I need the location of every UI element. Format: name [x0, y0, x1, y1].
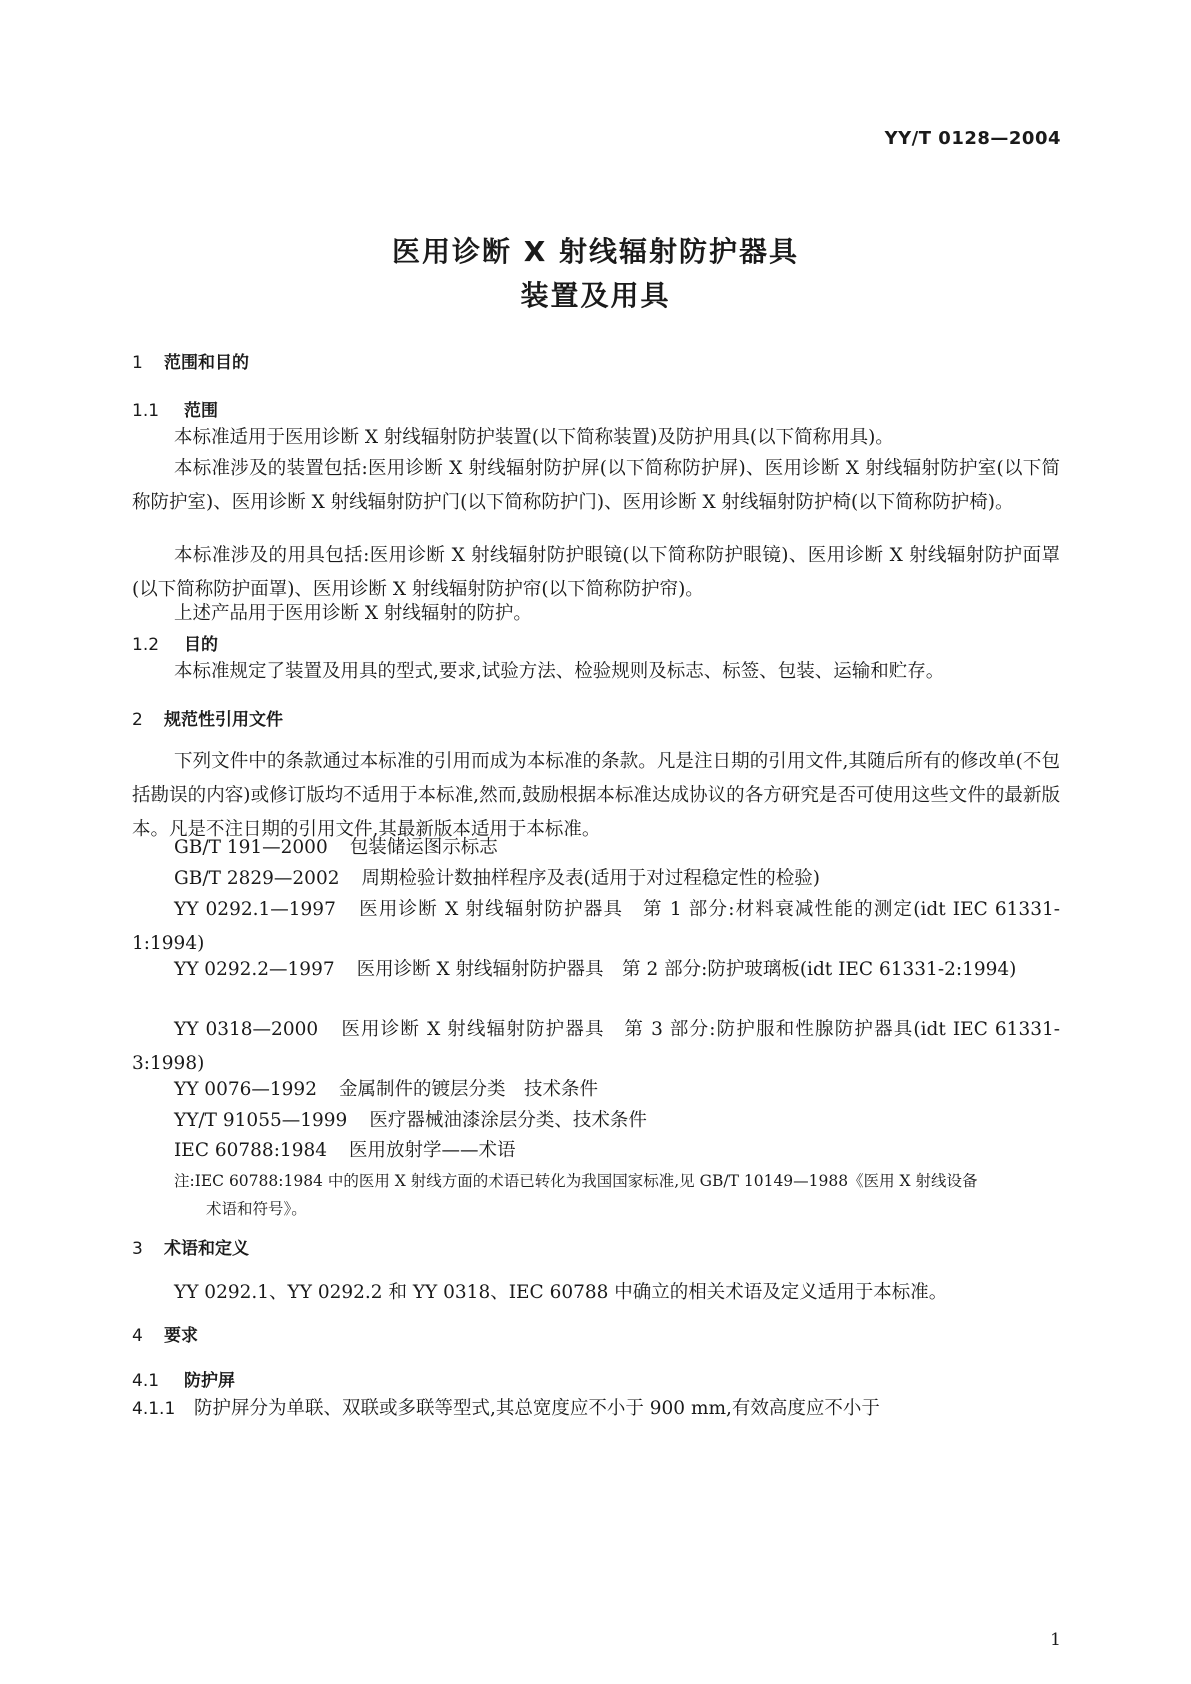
section-4-heading: 4 要求: [132, 1326, 198, 1346]
section-1-2-paragraph: 本标准规定了装置及用具的型式,要求,试验方法、检验规则及标志、标签、包装、运输和贮存。: [174, 661, 945, 682]
reference-item: YY 0076—1992 金属制件的镀层分类 技术条件: [174, 1079, 598, 1100]
section-1-1-paragraph-2: 本标准涉及的装置包括:医用诊断 X 射线辐射防护屏(以下简称防护屏)、医用诊断 X 射线辐射防护室(以下简称防护室)、医用诊断 X 射线辐射防护门(以下简称防护门)、医用诊断 X 射线辐射防护椅(以下简称防护椅)。: [132, 458, 1060, 513]
section-1-1-paragraph-3: 本标准涉及的用具包括:医用诊断 X 射线辐射防护眼镜(以下简称防护眼镜)、医用诊断 X 射线辐射防护面罩(以下简称防护面罩)、医用诊断 X 射线辐射防护帘(以下简称防护帘)。: [132, 545, 1060, 600]
reference-item: YY 0292.1—1997 医用诊断 X 射线辐射防护器具 第 1 部分:材料衰减性能的测定(idt IEC 61331-1:1994): [132, 899, 1060, 954]
reference-item: GB/T 191—2000 包装储运图示标志: [174, 837, 498, 858]
reference-item: YY/T 91055—1999 医疗器械油漆涂层分类、技术条件: [174, 1110, 647, 1131]
note-line-1: 注:IEC 60788:1984 中的医用 X 射线方面的术语已转化为我国国家标准,见 GB/T 10149—1988《医用 X 射线设备: [174, 1172, 978, 1190]
note-line-2: 术语和符号》。: [206, 1200, 307, 1218]
reference-item: YY 0292.2—1997 医用诊断 X 射线辐射防护器具 第 2 部分:防护玻璃板(idt IEC 61331-2:1994): [174, 959, 1017, 980]
section-1-1-heading: 1.1 范围: [132, 401, 218, 421]
note: [132, 1167, 1102, 1223]
section-1-1-paragraph-1: 本标准适用于医用诊断 X 射线辐射防护装置(以下简称装置)及防护用具(以下简称用具)。: [174, 427, 894, 448]
document-title-line1: 医用诊断 X 射线辐射防护器具: [391, 235, 800, 268]
reference-item: IEC 60788:1984 医用放射学——术语: [174, 1140, 516, 1161]
page-number: 1: [1050, 1630, 1061, 1650]
document-title-line2: 装置及用具: [520, 279, 671, 312]
standard-number: YY/T 0128—2004: [884, 128, 1061, 149]
section-1-heading: 1 范围和目的: [132, 353, 249, 373]
section-1-2-heading: 1.2 目的: [132, 635, 218, 655]
reference-item: GB/T 2829—2002 周期检验计数抽样程序及表(适用于对过程稳定性的检验): [174, 868, 820, 889]
section-3-paragraph: YY 0292.1、YY 0292.2 和 YY 0318、IEC 60788 中确立的相关术语及定义适用于本标准。: [174, 1282, 948, 1303]
section-3-heading: 3 术语和定义: [132, 1239, 249, 1259]
section-2-paragraph: 下列文件中的条款通过本标准的引用而成为本标准的条款。凡是注日期的引用文件,其随后所有的修改单(不包括勘误的内容)或修订版均不适用于本标准,然而,鼓励根据本标准达成协议的各方研究是否可使用这些文件的最新版本。凡是不注日期的引用文件,其最新版本适用于本标准。: [132, 751, 1060, 840]
reference-item: YY 0318—2000 医用诊断 X 射线辐射防护器具 第 3 部分:防护服和性腺防护器具(idt IEC 61331-3:1998): [132, 1019, 1061, 1074]
section-2-heading: 2 规范性引用文件: [132, 710, 283, 730]
section-1-1-paragraph-4: 上述产品用于医用诊断 X 射线辐射的防护。: [174, 603, 532, 624]
section-4-1-heading: 4.1 防护屏: [132, 1371, 235, 1391]
section-4-1-1: 4.1.1 防护屏分为单联、双联或多联等型式,其总宽度应不小于 900 mm,有效高度应不小于: [132, 1398, 880, 1419]
